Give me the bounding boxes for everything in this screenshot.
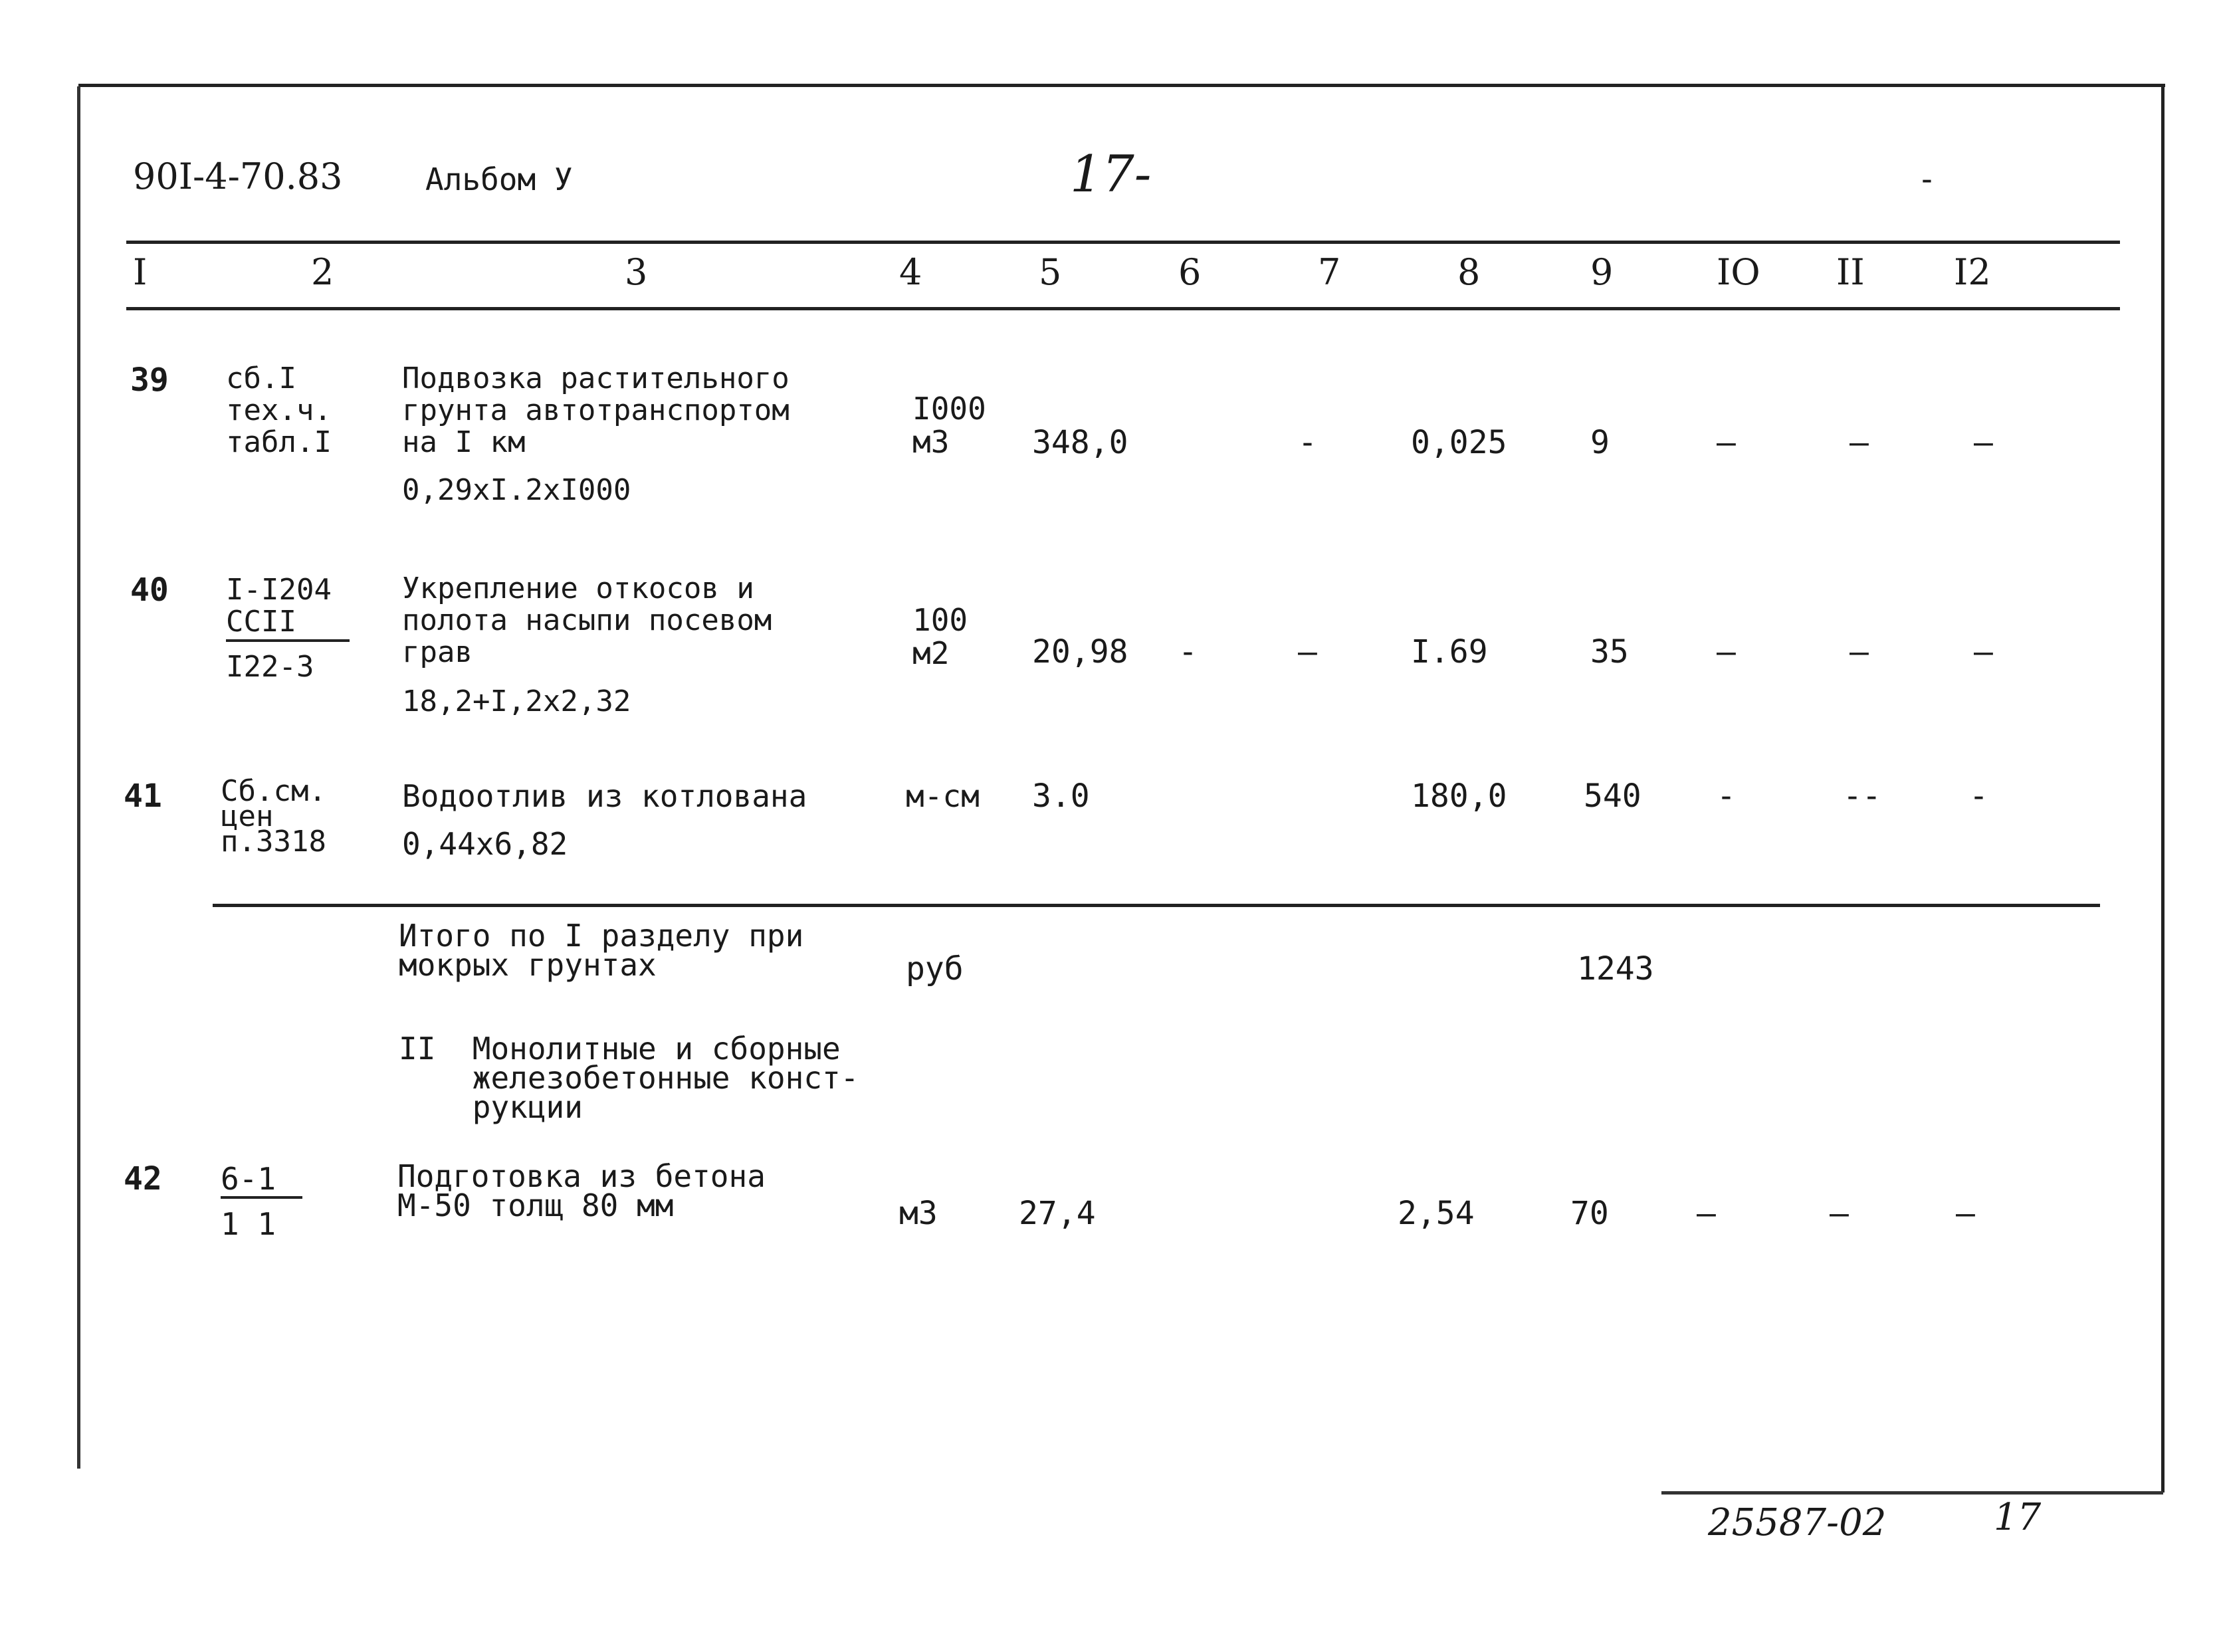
total-cost: 35 — [1590, 633, 1629, 671]
quantity-formula: 18,2+I,2х2,32 — [402, 684, 631, 718]
section-rule — [213, 904, 2100, 907]
cell-col11: – — [1849, 424, 1869, 461]
work-description: Водоотлив из котлована — [402, 778, 807, 814]
norm-reference-bottom: I22-3 — [226, 650, 314, 684]
unit-of-measure: 100 м2 — [912, 602, 968, 671]
column-header-8: 8 — [1457, 251, 1481, 293]
frame-right-border — [2161, 84, 2165, 1493]
unit-of-measure: I000 м3 — [912, 391, 986, 460]
work-description: Подготовка из бетона М-50 толщ 80 мм — [397, 1158, 766, 1223]
row-number: 41 — [124, 777, 162, 815]
quantity-value: 3.0 — [1032, 777, 1090, 815]
cell-col10: - — [1717, 777, 1736, 815]
norm-reference: Сб.см. цен п.3318 — [221, 774, 326, 859]
frame-left-border — [77, 86, 80, 1469]
corner-mark: - — [1917, 161, 1937, 198]
unit-cost: 0,025 — [1411, 424, 1507, 461]
quantity-value: 348,0 — [1032, 424, 1128, 461]
cell-col10: – — [1697, 1195, 1716, 1232]
cell-col12: – — [1974, 424, 1993, 461]
column-header-6: 6 — [1178, 251, 1202, 293]
document-code: 90I-4-70.83 — [133, 155, 343, 197]
footer-page-number: 17 — [1994, 1496, 2042, 1539]
cell-col11: – — [1830, 1195, 1849, 1232]
section-heading: II Монолитные и сборные железобетонные конст- рукции — [399, 1031, 859, 1125]
cell-col11: -- — [1843, 777, 1881, 815]
header-top-rule — [126, 241, 2120, 244]
total-unit: руб — [906, 950, 964, 987]
column-header-11: II — [1836, 251, 1865, 293]
quantity-value: 27,4 — [1019, 1195, 1096, 1232]
work-description: Укрепление откосов и полота насыпи посевом грав — [402, 571, 772, 669]
column-header-4: 4 — [899, 251, 922, 293]
total-cost: 9 — [1590, 424, 1610, 461]
total-cost: 70 — [1570, 1195, 1609, 1232]
quantity-formula: 0,29хI.2хI000 — [402, 473, 631, 507]
total-value: 1243 — [1577, 950, 1654, 987]
unit-of-measure: м-см — [906, 778, 980, 814]
unit-cost: 180,0 — [1411, 777, 1507, 815]
column-header-10: IO — [1717, 251, 1760, 293]
norm-reference-collection: ССII — [226, 605, 350, 642]
total-cost: 540 — [1584, 777, 1641, 815]
total-label: Итого по I разделу при мокрых грунтах — [399, 918, 804, 983]
norm-reference-top: I-I204 — [226, 573, 332, 607]
cell-col10: – — [1717, 633, 1736, 671]
cell-col7: - — [1298, 424, 1317, 461]
cell-col6: - — [1178, 633, 1198, 671]
frame-bottom-border — [1661, 1491, 2163, 1495]
norm-reference-bottom: 1 1 — [221, 1206, 276, 1242]
column-header-5: 5 — [1039, 251, 1062, 293]
column-header-1: I — [133, 251, 148, 293]
page-number: 17- — [1070, 144, 1152, 203]
album-label: Альбом У — [425, 161, 573, 197]
quantity-value: 20,98 — [1032, 633, 1128, 671]
unit-cost: I.69 — [1411, 633, 1488, 671]
row-number: 40 — [130, 571, 169, 609]
unit-cost: 2,54 — [1398, 1195, 1475, 1232]
cell-col7: – — [1298, 633, 1317, 671]
norm-reference: сб.I тех.ч. табл.I — [226, 361, 332, 459]
cell-col10: – — [1717, 424, 1736, 461]
column-header-2: 2 — [311, 251, 334, 293]
column-header-7: 7 — [1318, 251, 1341, 293]
column-header-9: 9 — [1590, 251, 1614, 293]
row-number: 42 — [124, 1160, 162, 1197]
cell-col11: – — [1849, 633, 1869, 671]
column-header-12: I2 — [1954, 251, 1991, 293]
header-bottom-rule — [126, 307, 2120, 310]
norm-reference-top: 6-1 — [221, 1162, 302, 1199]
column-header-3: 3 — [625, 251, 648, 293]
work-description: Подвозка растительного грунта автотранспортом на I км — [402, 361, 790, 459]
row-number: 39 — [130, 361, 169, 399]
cell-col12: - — [1969, 777, 1988, 815]
cell-col12: – — [1974, 633, 1993, 671]
quantity-formula: 0,44х6,82 — [402, 826, 568, 862]
frame-top-border — [78, 84, 2165, 87]
cell-col12: – — [1956, 1195, 1975, 1232]
archive-number: 25587-02 — [1708, 1501, 1887, 1544]
unit-of-measure: м3 — [899, 1195, 938, 1232]
